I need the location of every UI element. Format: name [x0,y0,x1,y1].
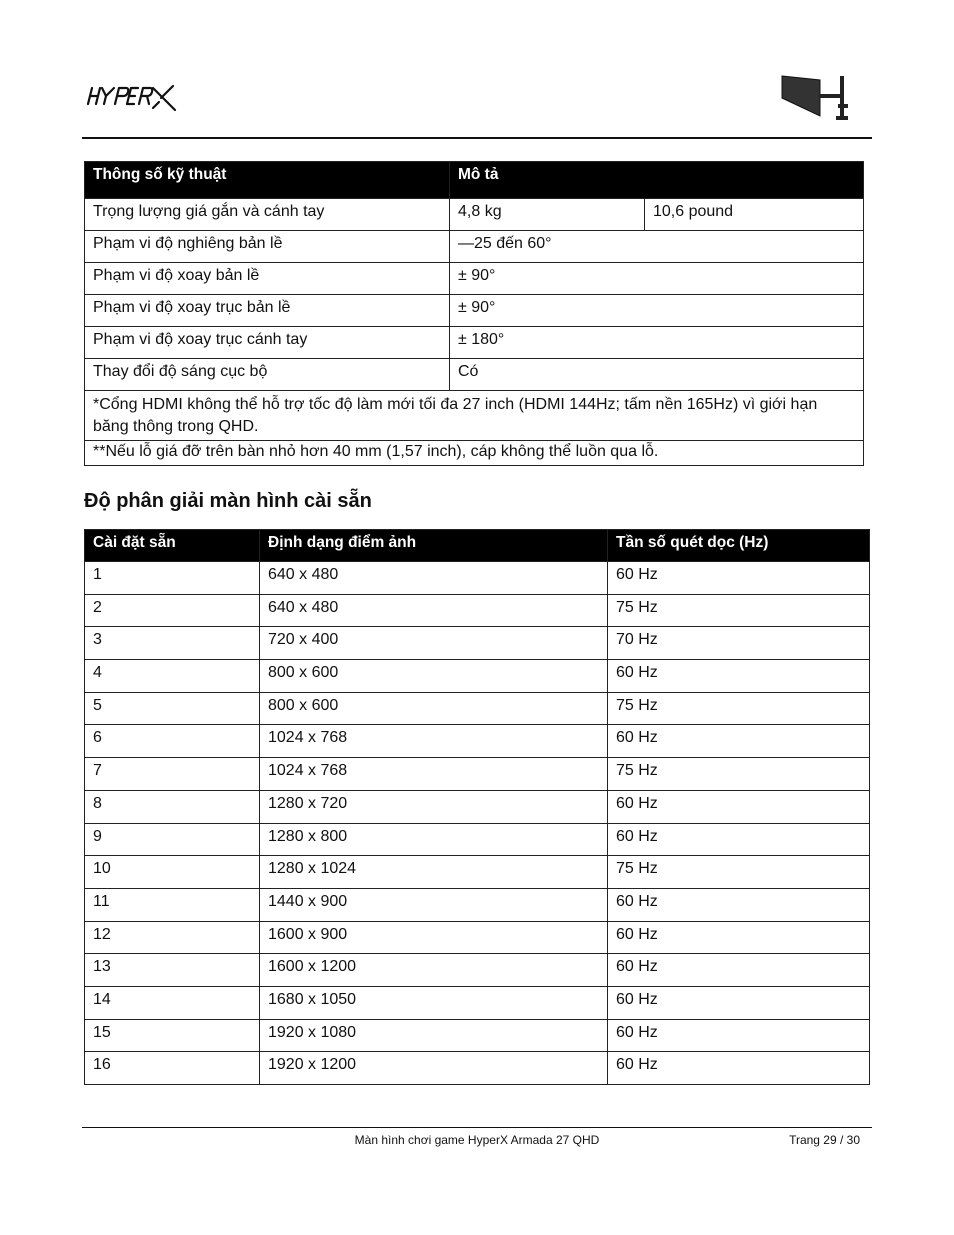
table-row [85,327,864,359]
table-cell: 4,8 kg [450,199,645,231]
table-cell: 10 [85,856,260,889]
table-row [85,954,870,987]
table-row [85,888,870,921]
table-cell: ± 90° [450,295,864,327]
table-row [85,231,864,263]
table-cell: Trọng lượng giá gắn và cánh tay [85,199,450,231]
monitor-arm-icon [780,72,850,124]
table-cell: 640 x 480 [260,562,608,595]
table-cell: 4 [85,660,260,693]
table-cell: Thay đổi độ sáng cục bộ [85,359,450,391]
table-cell: 1920 x 1200 [260,1052,608,1085]
resolution-table [84,529,870,1085]
table-cell: 1280 x 1024 [260,856,608,889]
table-cell: 12 [85,921,260,954]
footer-page-number: Trang 29 / 30 [789,1133,860,1147]
table-cell: 75 Hz [608,692,870,725]
table-cell: 60 Hz [608,1052,870,1085]
table-note-row [85,391,864,441]
table-cell: 60 Hz [608,921,870,954]
table-header-cell: Tần số quét dọc (Hz) [608,530,870,562]
table-cell: Phạm vi độ xoay trục cánh tay [85,327,450,359]
table-row [85,986,870,1019]
table-cell: Có [450,359,864,391]
table-cell: 2 [85,594,260,627]
table-cell: 70 Hz [608,627,870,660]
table-cell: 640 x 480 [260,594,608,627]
table-row [85,359,864,391]
table-row [85,199,864,231]
table-cell: 9 [85,823,260,856]
table-cell: 1280 x 800 [260,823,608,856]
table-cell: 60 Hz [608,660,870,693]
table-row [85,790,870,823]
table-row [85,263,864,295]
table-cell: 13 [85,954,260,987]
table-cell: 1920 x 1080 [260,1019,608,1052]
table-cell: 60 Hz [608,562,870,595]
table-header-cell: Định dạng điểm ảnh [260,530,608,562]
table-cell: 6 [85,725,260,758]
table-cell: 75 Hz [608,856,870,889]
table-note-row [85,441,864,466]
table-row [85,725,870,758]
table-cell: ± 90° [450,263,864,295]
table-cell: —25 đến 60° [450,231,864,263]
table-row [85,921,870,954]
table-cell: 1280 x 720 [260,790,608,823]
table-cell: 75 Hz [608,758,870,791]
footer-document-title: Màn hình chơi game HyperX Armada 27 QHD [354,1133,600,1147]
table-row [85,823,870,856]
table-row [85,594,870,627]
table-cell: 1440 x 900 [260,888,608,921]
table-row [85,1052,870,1085]
table-cell: 60 Hz [608,954,870,987]
table-cell: 10,6 pound [645,199,864,231]
table-cell: 11 [85,888,260,921]
table-cell: 8 [85,790,260,823]
section-title: Độ phân giải màn hình cài sẵn [84,490,372,512]
table-cell: 1024 x 768 [260,725,608,758]
table-row [85,562,870,595]
table-row [85,1019,870,1052]
table-cell: Phạm vi độ xoay bản lề [85,263,450,295]
table-row [85,758,870,791]
table-cell: 60 Hz [608,986,870,1019]
table-cell: 60 Hz [608,790,870,823]
table-cell: 3 [85,627,260,660]
table-header-cell: Cài đặt sẵn [85,530,260,562]
table-cell: 15 [85,1019,260,1052]
table-row [85,627,870,660]
table-header-row [85,162,864,199]
table-cell: 5 [85,692,260,725]
footer-rule [82,1127,872,1128]
table-header-row [85,530,870,562]
table-cell: 60 Hz [608,888,870,921]
table-cell: 1680 x 1050 [260,986,608,1019]
table-row [85,660,870,693]
table-cell: 60 Hz [608,1019,870,1052]
table-cell: Phạm vi độ nghiêng bản lề [85,231,450,263]
header-rule [82,137,872,139]
table-cell: 7 [85,758,260,791]
table-note: *Cổng HDMI không thể hỗ trợ tốc độ làm mới tối đa 27 inch (HDMI 144Hz; tấm nền 165Hz) vì giới hạn băng thông trong QHD. [85,391,864,441]
table-cell: 60 Hz [608,725,870,758]
table-cell: 800 x 600 [260,660,608,693]
table-note: **Nếu lỗ giá đỡ trên bàn nhỏ hơn 40 mm (1,57 inch), cáp không thể luồn qua lỗ. [85,441,864,466]
table-cell: Phạm vi độ xoay trục bản lề [85,295,450,327]
table-cell: 1 [85,562,260,595]
hyperx-logo [85,80,181,112]
table-cell: 60 Hz [608,823,870,856]
table-cell: 720 x 400 [260,627,608,660]
table-header-cell: Mô tả [450,162,864,199]
table-cell: 800 x 600 [260,692,608,725]
table-cell: 14 [85,986,260,1019]
table-header-cell: Thông số kỹ thuật [85,162,450,199]
table-cell: 16 [85,1052,260,1085]
table-cell: 1024 x 768 [260,758,608,791]
table-cell: 1600 x 900 [260,921,608,954]
table-cell: 1600 x 1200 [260,954,608,987]
table-cell: ± 180° [450,327,864,359]
table-row [85,692,870,725]
spec-table [84,161,864,466]
table-row [85,856,870,889]
table-cell: 75 Hz [608,594,870,627]
table-row [85,295,864,327]
